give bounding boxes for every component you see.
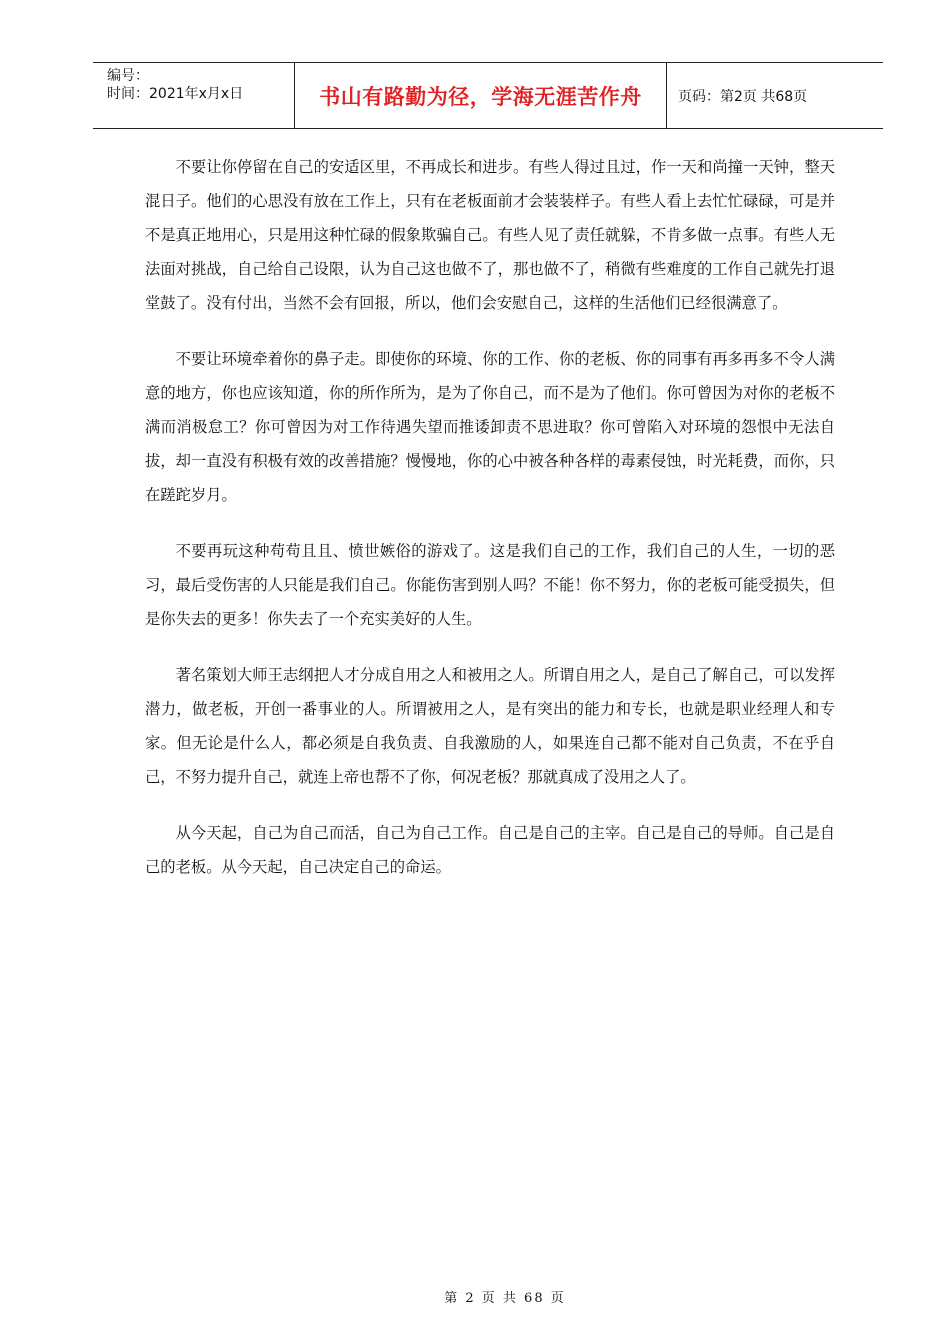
paragraph: 不要再玩这种苟苟且且、愤世嫉俗的游戏了。这是我们自己的工作，我们自己的人生，一切的恶习，最后受伤害的人只能是我们自己。你能伤害到别人吗？不能！你不努力，你的老板可能受损失，但是你失去的更多！你失去了一个充实美好的人生。: [145, 542, 835, 628]
page-footer: 第 2 页 共 68 页: [444, 1291, 566, 1306]
document-time-label: 时间：2021年x月x日: [107, 86, 244, 102]
document-body: [145, 150, 835, 906]
paragraph: 从今天起，自己为自己而活，自己为自己工作。自己是自己的主宰。自己是自己的导师。自己是自己的老板。从今天起，自己决定自己的命运。: [145, 824, 835, 876]
page-header: [93, 62, 883, 129]
document-number-label: 编号：: [107, 68, 149, 84]
paragraph: 不要让环境牵着你的鼻子走。即使你的环境、你的工作、你的老板、你的同事有再多再多不令人满意的地方，你也应该知道，你的所作所为，是为了你自己，而不是为了他们。你可曾因为对你的老板不满而消极怠工？你可曾因为对工作待遇失望而推诿卸责不思进取？你可曾陷入对环境的怨恨中无法自拔，却一直没有积极有效的改善措施？慢慢地，你的心中被各种各样的毒素侵蚀，时光耗费，而你，只在蹉跎岁月。: [145, 350, 835, 504]
paragraph: 著名策划大师王志纲把人才分成自用之人和被用之人。所谓自用之人，是自己了解自己，可以发挥潜力，做老板，开创一番事业的人。所谓被用之人，是有突出的能力和专长，也就是职业经理人和专家。但无论是什么人，都必须是自我负责、自我激励的人，如果连自己都不能对自己负责，不在乎自己，不努力提升自己，就连上帝也帮不了你，何况老板？那就真成了没用之人了。: [145, 666, 835, 786]
header-page-info: 页码：第2页 共68页: [678, 88, 808, 105]
header-meta: [93, 63, 295, 128]
paragraph: 不要让你停留在自己的安适区里，不再成长和进步。有些人得过且过，作一天和尚撞一天钟，整天混日子。他们的心思没有放在工作上，只有在老板面前才会装装样子。有些人看上去忙忙碌碌，可是并不是真正地用心，只是用这种忙碌的假象欺骗自己。有些人见了责任就躲，不肯多做一点事。有些人无法面对挑战，自己给自己设限，认为自己这也做不了，那也做不了，稍微有些难度的工作自己就先打退堂鼓了。没有付出，当然不会有回报，所以，他们会安慰自己，这样的生活他们已经很满意了。: [145, 158, 835, 312]
header-motto: 书山有路勤为径，学海无涯苦作舟: [295, 63, 667, 128]
